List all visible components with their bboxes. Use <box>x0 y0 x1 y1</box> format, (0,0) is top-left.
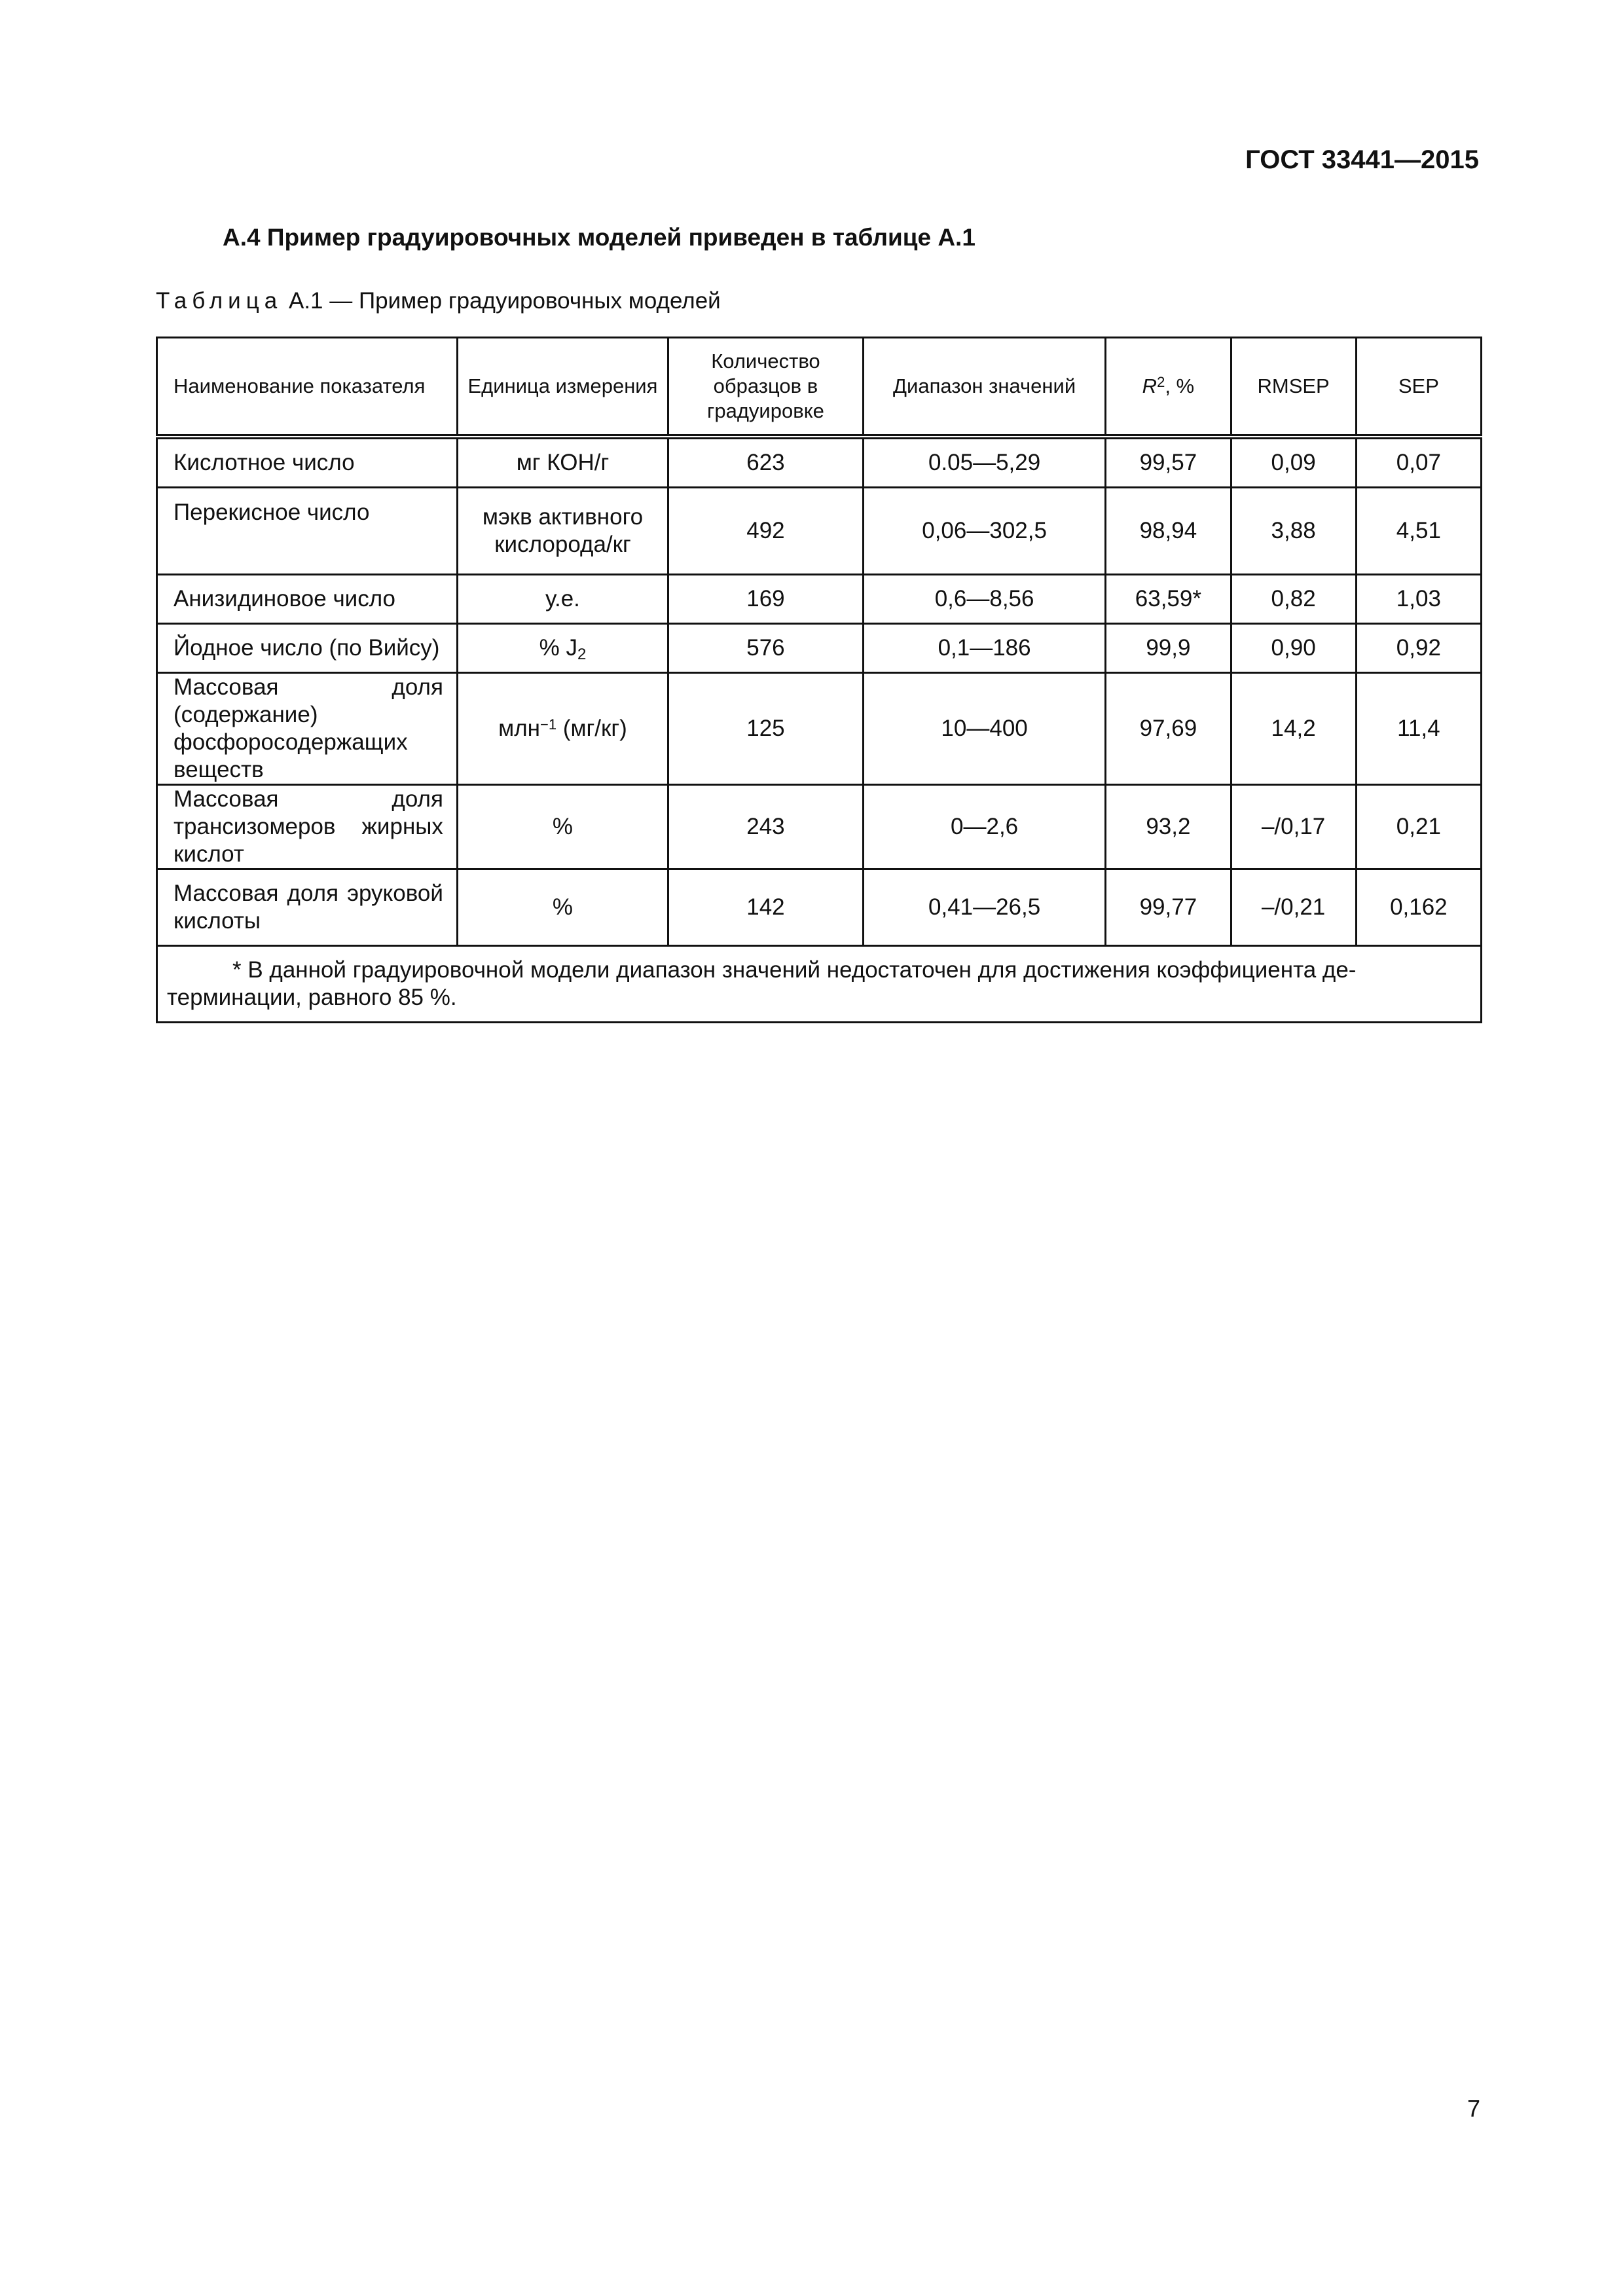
table-header-row <box>157 338 1482 437</box>
cell-value-range: 0,1—186 <box>863 624 1105 673</box>
table-row <box>157 785 1482 869</box>
cell-indicator-name: Перекисное число <box>157 488 458 575</box>
cell-indicator-name: Кислотное число <box>157 437 458 488</box>
table-row <box>157 673 1482 785</box>
header-unit: Единица измерения <box>457 338 668 437</box>
unit-main: % J <box>539 635 577 661</box>
cell-sample-count: 623 <box>668 437 864 488</box>
cell-rmsep: 0,90 <box>1231 624 1356 673</box>
cell-sep: 4,51 <box>1356 488 1481 575</box>
cell-sep: 1,03 <box>1356 575 1481 624</box>
unit-rest: (мг/кг) <box>556 716 627 741</box>
table-caption-label: Таблица <box>156 288 283 314</box>
cell-value-range: 0.05—5,29 <box>863 437 1105 488</box>
table-row <box>157 575 1482 624</box>
document-code: ГОСТ 33441—2015 <box>1245 145 1479 174</box>
table-row <box>157 488 1482 575</box>
header-value-range: Диапазон значений <box>863 338 1105 437</box>
cell-indicator-name: Массовая доля трансизомеров жирных кислот <box>157 785 458 869</box>
table-row <box>157 437 1482 488</box>
cell-sample-count: 243 <box>668 785 864 869</box>
header-sep: SEP <box>1356 338 1481 437</box>
table-footnote-row <box>157 946 1482 1023</box>
cell-value-range: 10—400 <box>863 673 1105 785</box>
cell-r-squared: 93,2 <box>1106 785 1231 869</box>
cell-indicator-name: Массовая доля эруковой кислоты <box>157 869 458 946</box>
cell-unit: мг КОН/г <box>457 437 668 488</box>
header-rmsep: RMSEP <box>1231 338 1356 437</box>
cell-sep: 0,21 <box>1356 785 1481 869</box>
cell-rmsep: 14,2 <box>1231 673 1356 785</box>
section-heading: А.4 Пример градуировочных моделей приведен в таблице А.1 <box>223 224 976 251</box>
cell-indicator-name: Йодное число (по Вийсу) <box>157 624 458 673</box>
cell-sep: 0,07 <box>1356 437 1481 488</box>
cell-sample-count: 142 <box>668 869 864 946</box>
cell-rmsep: 0,09 <box>1231 437 1356 488</box>
cell-value-range: 0—2,6 <box>863 785 1105 869</box>
cell-value-range: 0,06—302,5 <box>863 488 1105 575</box>
cell-sep: 11,4 <box>1356 673 1481 785</box>
cell-sample-count: 492 <box>668 488 864 575</box>
cell-r-squared: 97,69 <box>1106 673 1231 785</box>
table-caption <box>156 288 721 314</box>
unit-superscript: −1 <box>540 716 557 733</box>
cell-sep: 0,162 <box>1356 869 1481 946</box>
cell-unit <box>457 624 668 673</box>
table-row <box>157 624 1482 673</box>
cell-rmsep: –/0,21 <box>1231 869 1356 946</box>
cell-value-range: 0,41—26,5 <box>863 869 1105 946</box>
footnote-line-2: терминации, равного 85 %. <box>167 985 457 1010</box>
header-sample-count: Количество образцов в градуировке <box>668 338 864 437</box>
cell-unit <box>457 673 668 785</box>
cell-indicator-name: Анизидиновое число <box>157 575 458 624</box>
cell-r-squared: 98,94 <box>1106 488 1231 575</box>
unit-main: млн <box>498 716 540 741</box>
cell-unit: у.е. <box>457 575 668 624</box>
r-symbol: R <box>1142 374 1158 397</box>
r-exponent: 2 <box>1157 374 1165 390</box>
unit-subscript: 2 <box>577 646 587 663</box>
table-row <box>157 869 1482 946</box>
cell-rmsep: –/0,17 <box>1231 785 1356 869</box>
cell-rmsep: 3,88 <box>1231 488 1356 575</box>
cell-sep: 0,92 <box>1356 624 1481 673</box>
table-footnote <box>157 946 1482 1023</box>
r-unit: , % <box>1165 374 1195 397</box>
page-number: 7 <box>1467 2095 1480 2122</box>
cell-sample-count: 576 <box>668 624 864 673</box>
calibration-models-table <box>156 337 1482 1023</box>
header-r-squared <box>1106 338 1231 437</box>
cell-r-squared: 99,57 <box>1106 437 1231 488</box>
cell-rmsep: 0,82 <box>1231 575 1356 624</box>
cell-indicator-name: Массовая доля (содержание) фосфоросодержащих веществ <box>157 673 458 785</box>
cell-unit: % <box>457 785 668 869</box>
table-caption-title: — Пример градуировочных моделей <box>323 288 721 314</box>
header-indicator-name: Наименование показателя <box>157 338 458 437</box>
table-caption-number: А.1 <box>288 288 323 314</box>
cell-unit: % <box>457 869 668 946</box>
cell-r-squared: 63,59* <box>1106 575 1231 624</box>
cell-sample-count: 125 <box>668 673 864 785</box>
cell-sample-count: 169 <box>668 575 864 624</box>
footnote-line-1: * В данной градуировочной модели диапазон значений недостаточен для достижения коэффициента де- <box>232 957 1357 983</box>
cell-r-squared: 99,77 <box>1106 869 1231 946</box>
cell-r-squared: 99,9 <box>1106 624 1231 673</box>
cell-value-range: 0,6—8,56 <box>863 575 1105 624</box>
cell-unit: мэкв активного кислорода/кг <box>457 488 668 575</box>
